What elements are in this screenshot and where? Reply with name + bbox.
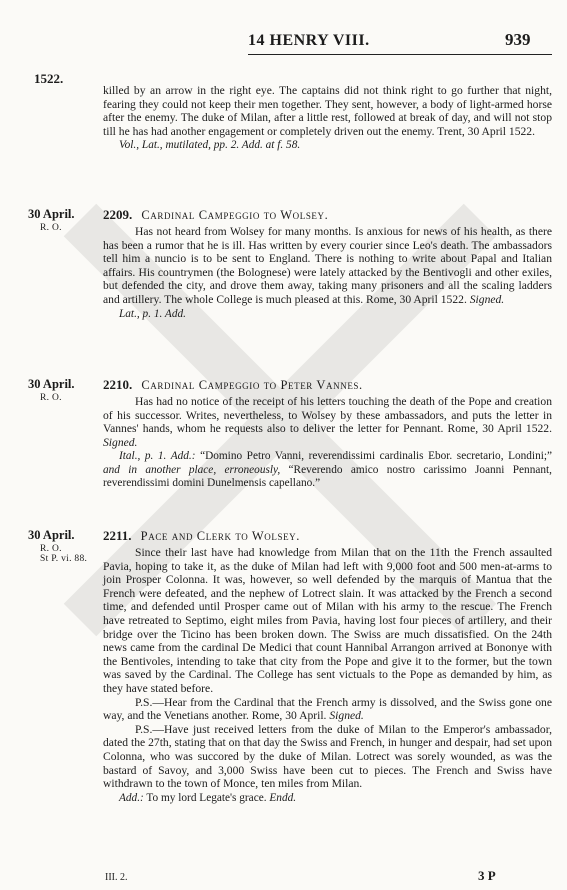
entry-2211-margin (28, 528, 98, 564)
entry-title: Cardinal Campeggio to Wolsey. (141, 208, 329, 222)
entry-2209-heading (103, 207, 552, 223)
signed-mark: Signed. (469, 292, 505, 306)
entry-2209-margin (28, 207, 98, 233)
entry-2210-body (103, 395, 552, 490)
postscript-1: P.S.—Hear from the Cardinal that the French army is dissolved, and the Swiss gone one way, and the Venetians another. Rome, 30 April. Signed. (103, 695, 552, 723)
entry-2211-heading (103, 528, 552, 544)
signed-mark: Signed. (103, 435, 138, 449)
entry-note: Lat., p. 1. Add. (119, 307, 186, 320)
signature-mark: III. 2. (105, 872, 128, 883)
running-header (0, 27, 567, 55)
gathering-mark: 3 P (478, 868, 496, 883)
entry-text: Has not heard from Wolsey for many months. Is anxious for news of his health, as there has been a rumor that he is ill. Has written by every courier since Leo's death. The ambassadors tell him a nuncio is to be sent to England. There is nothing to write about Papal and Italian affairs. His countrymen (the Bolognese) were lately attacked by the Bentivogli and other exiles, but defended the city, and drove them away, taking many prisoners and all the scaling ladders and artillery. The whole College is much pleased at this. Rome, 30 April 1522. Signed. (103, 225, 552, 306)
entry-2209-body (103, 225, 552, 321)
continuation-block (103, 84, 552, 153)
page-number: 939 (505, 30, 531, 49)
entry-ref: R. O. (40, 223, 62, 233)
entry-number: 2209. (103, 207, 133, 222)
postscript-2: P.S.—Have just received letters from the duke of Milan to the Emperor's ambassador, dated the 27th, stating that on that day the Swiss and French, in hunger and despair, had set upon Colonna, who was succored by the duke of Milan. Lotrect was sorely wounded, as was the bastard of Savoy, and 3,000 Swiss have been cut to pieces. The French and Swiss have withdrawn to the town of Monce, ten miles from Milan. (103, 722, 552, 791)
entry-ref: R. O. (40, 393, 62, 403)
entry-ref: R. O. (40, 544, 62, 554)
entry-2210-heading (103, 377, 552, 393)
continuation-note: Vol., Lat., mutilated, pp. 2. Add. at f. 58. (119, 139, 301, 152)
entry-2210-margin (28, 377, 98, 403)
header-rule (248, 54, 552, 55)
entry-note: Add.: To my lord Legate's grace. Endd. (119, 791, 297, 804)
entry-number: 2211. (103, 528, 132, 543)
entry-2211-body (103, 546, 552, 805)
entry-date: 30 April. (28, 207, 75, 221)
entry-ref-secondary: St P. vi. 88. (40, 554, 88, 564)
entry-text: Has had no notice of the receipt of his letters touching the death of the Pope and creation of his successor. Writes, nevertheless, to Wolsey by these ambassadors, and puts the letter in Vannes' hands, whom he requests also to deliver the letter for Pennant. Rome, 30 April 1522. Signed. (103, 395, 552, 449)
running-title: 14 HENRY VIII. (248, 32, 370, 49)
continuation-text: killed by an arrow in the right eye. The captains did not think right to go further that night, fearing they could not keep their men together. They sent, however, a body of light-armed horse after the enemy. The duke of Milan, after a little rest, followed at break of day, and will not stop till he has had another engagement or completely driven out the enemy. Trent, 30 April 1522. (103, 84, 552, 138)
entry-title: Cardinal Campeggio to Peter Vannes. (141, 378, 363, 392)
entry-text: Since their last have had knowledge from Milan that on the 11th the French assaulted Pavia, hoping to take it, as the duke of Milan had left with 9,000 foot and 500 men-at-arms to join Prosper Colonna. It was, however, so well defended by the marquis of Mantua that the French were defeated, and the nephew of Lotrect slain. It was attacked by the French a second time, and defended until Prosper came out of Milan with his army to the rescue. The French have retreated to Septimo, eight miles from Pavia, having lost four pieces of artillery, and their bridge over the Ticino has been broken down. The Swiss are much dissatisfied. On the 24th news came from the cardinal De Medici that count Hannibal Arrangon arrived at Bononye with the Bentivoles, intending to take that city from the Pope and give it to the former, but the town was saved by the Cardinal. The College has sent victuals to the Pope as demanded by him, as they have stated before. (103, 546, 552, 695)
entry-note: Ital., p. 1. Add.: “Domino Petro Vanni, reverendissimi cardinalis Ebor. secretario, Londini;” and in another place, erroneously, “Reverendo amico nostro carissimo Joanni Pennant, reverendissimi domini Dunelmensis capellano.” (103, 450, 553, 489)
entry-title: Pace and Clerk to Wolsey. (140, 529, 300, 543)
entry-number: 2210. (103, 377, 133, 392)
year-label: 1522. (34, 71, 64, 86)
entry-date: 30 April. (28, 377, 75, 391)
entry-date: 30 April. (28, 528, 75, 542)
signed-mark: Signed. (329, 709, 364, 723)
